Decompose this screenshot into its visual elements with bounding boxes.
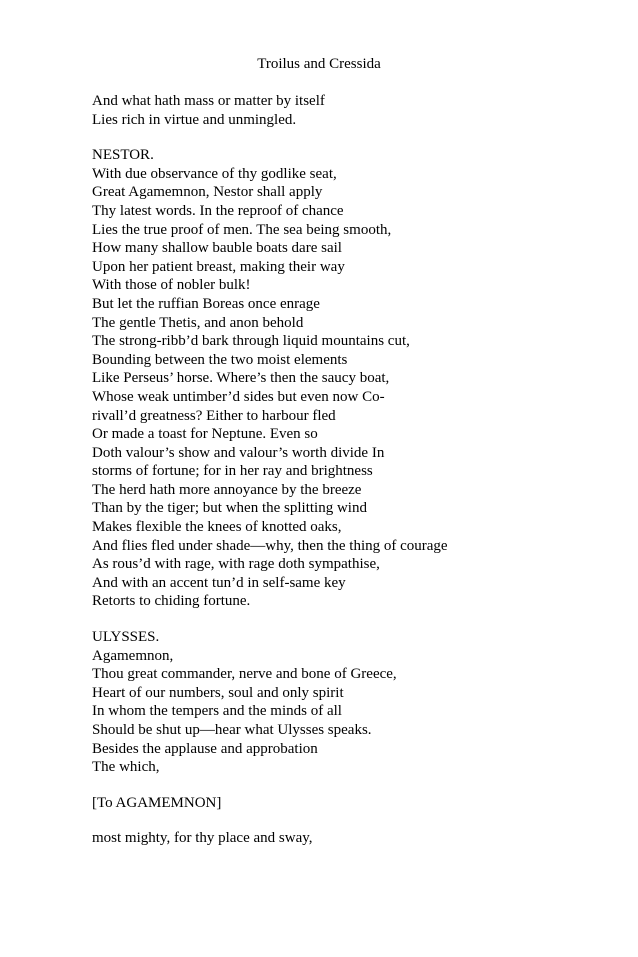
text-line: And flies fled under shade—why, then the thing of courage: [92, 537, 448, 554]
text-line: ULYSSES.: [92, 629, 160, 646]
text-line: Lies rich in virtue and unmingled.: [92, 111, 297, 128]
stanza-gap: [92, 777, 612, 794]
text-line: Besides the applause and approbation: [92, 740, 318, 757]
passage: [92, 146, 612, 611]
text-line: With those of nobler bulk!: [92, 277, 251, 294]
play-text: [92, 92, 612, 848]
text-line: Great Agamemnon, Nestor shall apply: [92, 184, 323, 201]
text-line: Doth valour’s show and valour’s worth divide In: [92, 444, 385, 461]
text-line: But let the ruffian Boreas once enrage: [92, 295, 320, 312]
text-line: most mighty, for thy place and sway,: [92, 830, 313, 847]
text-line: The strong-ribb’d bark through liquid mountains cut,: [92, 333, 410, 350]
running-title: Troilus and Cressida: [257, 56, 381, 72]
text-line: The which,: [92, 759, 160, 776]
text-line: Should be shut up—hear what Ulysses speaks.: [92, 722, 372, 738]
passage: [92, 628, 612, 777]
text-line: Thy latest words. In the reproof of chance: [92, 202, 344, 219]
text-line: The herd hath more annoyance by the breeze: [92, 481, 362, 498]
text-line: Whose weak untimber’d sides but even now Co-: [92, 388, 385, 405]
text-line: The gentle Thetis, and anon behold: [92, 314, 304, 331]
passage: [92, 829, 612, 848]
text-line: In whom the tempers and the minds of all: [92, 703, 342, 720]
text-line: Thou great commander, nerve and bone of Greece,: [92, 666, 397, 683]
text-line: Than by the tiger; but when the splitting wind: [92, 500, 367, 517]
passage: [92, 794, 612, 813]
text-line: With due observance of thy godlike seat,: [92, 165, 337, 182]
text-line: storms of fortune; for in her ray and brightness: [92, 463, 373, 480]
stanza-gap: [92, 611, 612, 628]
text-line: Makes flexible the knees of knotted oaks,: [92, 519, 342, 536]
text-line: Heart of our numbers, soul and only spirit: [92, 684, 344, 701]
text-line: Bounding between the two moist elements: [92, 351, 348, 368]
text-line: Agamemnon,: [92, 647, 174, 664]
text-line: Lies the true proof of men. The sea being smooth,: [92, 221, 392, 238]
text-line: And what hath mass or matter by itself: [92, 93, 325, 109]
text-line: Upon her patient breast, making their way: [92, 258, 345, 275]
text-line: As rous’d with rage, with rage doth sympathise,: [92, 556, 380, 573]
passage: [92, 92, 612, 129]
text-line: Retorts to chiding fortune.: [92, 593, 251, 610]
text-line: rivall’d greatness? Either to harbour fled: [92, 407, 336, 424]
stanza-gap: [92, 129, 612, 146]
text-line: [To AGAMEMNON]: [92, 794, 222, 811]
text-line: How many shallow bauble boats dare sail: [92, 240, 342, 257]
text-line: Like Perseus’ horse. Where’s then the saucy boat,: [92, 370, 390, 387]
text-line: And with an accent tun’d in self-same key: [92, 574, 346, 591]
text-line: Or made a toast for Neptune. Even so: [92, 426, 318, 443]
stanza-gap: [92, 812, 612, 829]
text-line: NESTOR.: [92, 147, 154, 164]
